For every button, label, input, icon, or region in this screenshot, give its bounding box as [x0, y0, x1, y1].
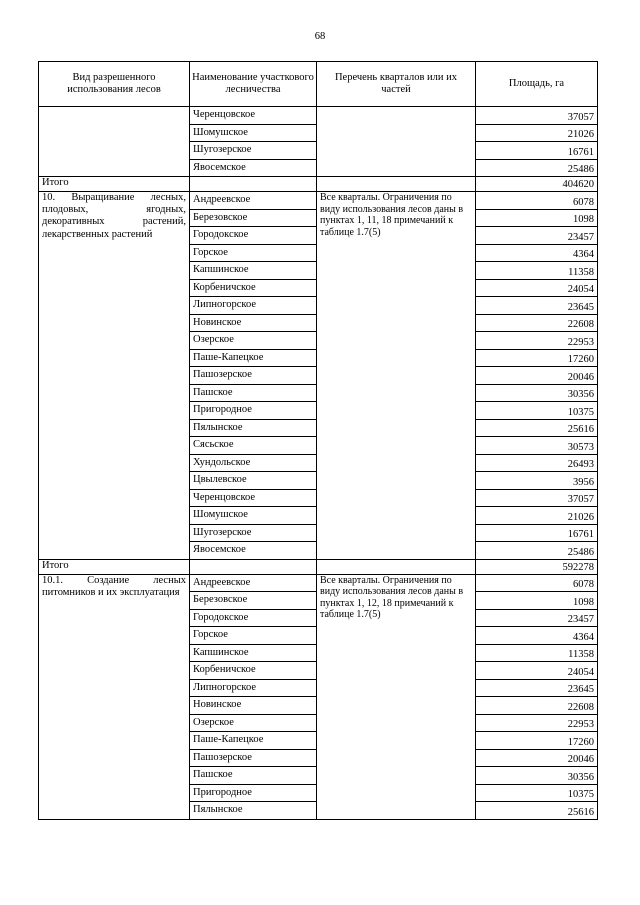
forestry-name-cell: Городокское [190, 609, 317, 627]
area-cell: 20046 [476, 367, 598, 385]
forestry-name-cell: Цвылевское [190, 472, 317, 490]
forestry-name-cell: Андреевское [190, 574, 317, 592]
total-label: Итого [39, 177, 190, 192]
forestry-name-cell: Шомушское [190, 124, 317, 142]
quarters-note-cell: Все кварталы. Ограничения по виду использования лесов даны в пунктах 1, 12, 18 примечаний к таблице 1.7(5) [317, 574, 476, 819]
quarters-note-cell: Все кварталы. Ограничения по виду использования лесов даны в пунктах 1, 11, 18 примечаний к таблице 1.7(5) [317, 192, 476, 560]
area-cell: 6078 [476, 192, 598, 210]
area-cell: 25486 [476, 159, 598, 177]
area-cell: 1098 [476, 592, 598, 610]
forestry-name-cell: Пригородное [190, 402, 317, 420]
forestry-name-cell: Хундольское [190, 454, 317, 472]
forestry-name-cell: Пашозерское [190, 367, 317, 385]
total-value: 592278 [476, 559, 598, 574]
area-cell: 17260 [476, 349, 598, 367]
forestry-name-cell: Пашозерское [190, 749, 317, 767]
area-cell: 4364 [476, 627, 598, 645]
area-cell: 22608 [476, 697, 598, 715]
forestry-name-cell: Пялынское [190, 419, 317, 437]
area-cell: 11358 [476, 644, 598, 662]
area-cell: 23457 [476, 227, 598, 245]
use-type-cell: 10. Выращивание лесных, плодовых, ягодных, декоративных растений, лекарственных растений [39, 192, 190, 560]
use-type-cell [39, 107, 190, 177]
area-cell: 17260 [476, 732, 598, 750]
forestry-name-cell: Корбеничское [190, 662, 317, 680]
area-cell: 30573 [476, 437, 598, 455]
header-forestry-name: Наименование участкового лесничества [190, 62, 317, 107]
forestry-name-cell: Явосемское [190, 542, 317, 560]
area-cell: 23645 [476, 679, 598, 697]
area-cell: 37057 [476, 489, 598, 507]
forestry-name-cell: Пялынское [190, 802, 317, 820]
forestry-name-cell: Новинское [190, 314, 317, 332]
total-empty-cell [317, 177, 476, 192]
page-number: 68 [314, 31, 326, 42]
area-cell: 11358 [476, 262, 598, 280]
area-cell: 26493 [476, 454, 598, 472]
area-cell: 30356 [476, 767, 598, 785]
area-cell: 16761 [476, 524, 598, 542]
area-cell: 24054 [476, 662, 598, 680]
table-header-row [39, 62, 598, 107]
table-row [39, 574, 598, 592]
use-type-cell: 10.1. Создание лесных питомников и их эксплуатация [39, 574, 190, 819]
area-cell: 23457 [476, 609, 598, 627]
area-cell: 25486 [476, 542, 598, 560]
forest-use-table [38, 61, 598, 820]
header-area: Площадь, га [476, 62, 598, 107]
area-cell: 25616 [476, 802, 598, 820]
area-cell: 3956 [476, 472, 598, 490]
area-cell: 22953 [476, 332, 598, 350]
forestry-name-cell: Черенцовское [190, 107, 317, 125]
forestry-name-cell: Капшинское [190, 644, 317, 662]
area-cell: 16761 [476, 142, 598, 160]
total-empty-cell [190, 177, 317, 192]
forestry-name-cell: Шугозерское [190, 142, 317, 160]
header-quarters-list: Перечень кварталов или их частей [317, 62, 476, 107]
forestry-name-cell: Корбеничское [190, 279, 317, 297]
forestry-name-cell: Сясьское [190, 437, 317, 455]
forestry-name-cell: Городокское [190, 227, 317, 245]
area-cell: 6078 [476, 574, 598, 592]
quarters-note-cell [317, 107, 476, 177]
forestry-name-cell: Шугозерское [190, 524, 317, 542]
total-row [39, 177, 598, 192]
forestry-name-cell: Шомушское [190, 507, 317, 525]
forestry-name-cell: Горское [190, 244, 317, 262]
forestry-name-cell: Пригородное [190, 784, 317, 802]
table-row [39, 107, 598, 125]
forestry-name-cell: Капшинское [190, 262, 317, 280]
total-empty-cell [190, 559, 317, 574]
area-cell: 24054 [476, 279, 598, 297]
total-label: Итого [39, 559, 190, 574]
area-cell: 23645 [476, 297, 598, 315]
total-empty-cell [317, 559, 476, 574]
forestry-name-cell: Пашское [190, 767, 317, 785]
forestry-name-cell: Липногорское [190, 679, 317, 697]
area-cell: 10375 [476, 784, 598, 802]
area-cell: 20046 [476, 749, 598, 767]
forestry-name-cell: Пашское [190, 384, 317, 402]
total-row [39, 559, 598, 574]
area-cell: 22953 [476, 714, 598, 732]
area-cell: 37057 [476, 107, 598, 125]
forestry-name-cell: Озерское [190, 332, 317, 350]
forestry-name-cell: Черенцовское [190, 489, 317, 507]
forestry-name-cell: Паше-Капецкое [190, 349, 317, 367]
area-cell: 1098 [476, 209, 598, 227]
area-cell: 21026 [476, 507, 598, 525]
forestry-name-cell: Березовское [190, 592, 317, 610]
area-cell: 22608 [476, 314, 598, 332]
header-use-type: Вид разрешенного использования лесов [39, 62, 190, 107]
area-cell: 10375 [476, 402, 598, 420]
forestry-name-cell: Явосемское [190, 159, 317, 177]
forestry-name-cell: Липногорское [190, 297, 317, 315]
area-cell: 25616 [476, 419, 598, 437]
forestry-name-cell: Горское [190, 627, 317, 645]
table-row [39, 192, 598, 210]
forestry-name-cell: Озерское [190, 714, 317, 732]
area-cell: 21026 [476, 124, 598, 142]
forestry-name-cell: Березовское [190, 209, 317, 227]
forestry-name-cell: Паше-Капецкое [190, 732, 317, 750]
forestry-name-cell: Новинское [190, 697, 317, 715]
forestry-name-cell: Андреевское [190, 192, 317, 210]
area-cell: 4364 [476, 244, 598, 262]
area-cell: 30356 [476, 384, 598, 402]
total-value: 404620 [476, 177, 598, 192]
